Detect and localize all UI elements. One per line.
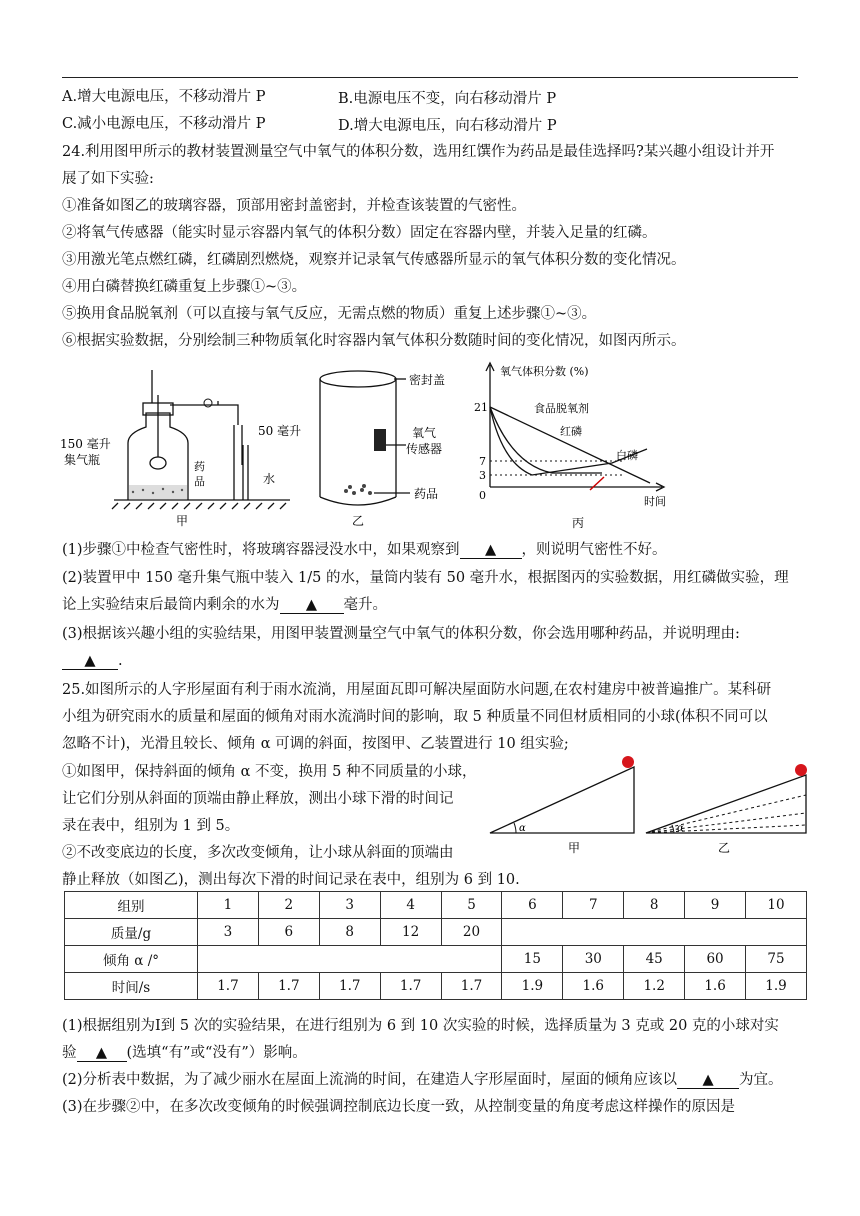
table-cell: 1.7 [319,973,380,1000]
table-row-mass [65,919,807,946]
q24-step-2: ②将氧气传感器（能实时显示容器内氧气的体积分数）固定在容器内壁，并装入足量的红磷。 [62,225,657,241]
q24-question-2-line2 [62,595,387,615]
table-cell: 2 [258,892,319,919]
table-cell: 1.7 [380,973,441,1000]
q25-q2-text: (2)分析表中数据，为了减少丽水在屋面上流淌的时间，在建造人字形屋面时，屋面的倾角应该以 [62,1072,678,1088]
table-cell: 6 [502,892,563,919]
q25-step1-line3: 录在表中，组别为 1 到 5。 [62,818,240,834]
table-cell: 8 [319,919,380,946]
q25-q1-text: 验 [62,1045,77,1061]
q25-question-1-line2 [62,1043,307,1063]
yi-lid-label: 密封盖 [409,373,446,387]
yi-drug-label: 药品 [414,487,439,501]
bing-ytick-3: 3 [479,469,486,482]
table-cell-empty [502,919,807,946]
table-row-time [65,973,807,1000]
table-cell: 9 [685,892,746,919]
table-cell: 1.6 [563,973,624,1000]
table-row-group [65,892,807,919]
q24-intro-line2: 展了如下实验: [62,171,154,187]
bing-ytick-7: 7 [479,455,486,468]
q24-q2-text: 论上实验结束后最筒内剩余的水为 [62,597,280,613]
figure-bing-chart [472,355,682,535]
option-c: C.减小电源电压，不移动滑片 P [62,116,266,132]
table-cell: 75 [746,946,807,973]
table-cell: 5 [441,892,502,919]
bing-ytick-21: 21 [474,401,488,414]
jia-drug-label-2: 品 [194,475,205,488]
incline-jia-caption: 甲 [568,841,581,855]
q24-q1-text: (1)步骤①中检查气密性时，将玻璃容器浸没水中，如果观察到 [62,542,460,558]
row-label-mass: 质量/g [65,919,198,946]
q24-step-4: ④用白磷替换红磷重复上步骤①~③。 [62,279,307,295]
figure-jia-apparatus [58,365,308,535]
q24-question-3-line2 [62,651,123,671]
option-row-ab [62,87,265,107]
bing-caption: 丙 [572,516,585,530]
q24-question-3-line1: (3)根据该兴趣小组的实验结果，用图甲装置测量空气中氧气的体积分数，你会选用哪种药品，并说明理由: [62,626,740,642]
q25-step2-line1: ②不改变底边的长度，多次改变倾角，让小球从斜面的顶端由 [62,845,454,861]
bing-xlabel: 时间 [644,495,666,508]
q25-question-3: (3)在步骤②中，在多次改变倾角的时候强调控制底边长度一致，从控制变量的角度考虑这样操作的原因是 [62,1099,736,1115]
jia-cylinder-label: 50 毫升 [258,424,302,438]
bing-series-white-phosphorus: 白磷 [616,449,638,462]
q25-question-2 [62,1070,783,1090]
q24-step-6: ⑥根据实验数据，分别绘制三种物质氧化时容器内氧气体积分数随时间的变化情况，如图丙所示。 [62,333,686,349]
table-row-angle [65,946,807,973]
q24-q1-text-end: ，则说明气密性不好。 [521,542,667,558]
row-label-time: 时间/s [65,973,198,1000]
jia-drug-label-1: 药 [194,460,205,473]
figure-incline-yi [644,755,814,855]
yi-alpha-label: α [677,823,684,834]
option-row-cd [62,114,266,134]
table-cell: 1.6 [685,973,746,1000]
jia-water-label: 水 [263,472,276,486]
table-cell: 1 [198,892,259,919]
table-cell: 4 [380,892,441,919]
q25-q1-text-end: (选填“有”或“没有”）影响。 [126,1045,307,1061]
table-cell: 6 [258,919,319,946]
table-cell: 60 [685,946,746,973]
top-rule [62,77,798,78]
q25-step1-line1: ①如图甲，保持斜面的倾角 α 不变，换用 5 种不同质量的小球， [62,764,477,780]
q24-q3-end: . [118,653,123,669]
option-a: A.增大电源电压，不移动滑片 P [62,89,266,105]
table-cell: 15 [502,946,563,973]
table-cell: 30 [563,946,624,973]
option-d: D.增大电源电压，向右移动滑片 P [338,118,557,134]
table-cell: 1.9 [746,973,807,1000]
table-cell: 1.7 [198,973,259,1000]
answer-blank-q24-3[interactable]: ▲ [62,653,118,670]
q25-q2-text-end: 为宜。 [739,1072,783,1088]
table-cell: 1.7 [441,973,502,1000]
row-label-group: 组别 [65,892,198,919]
q24-step-1: ①准备如图乙的玻璃容器，顶部用密封盖密封，并检查该装置的气密性。 [62,198,526,214]
answer-blank-q24-2[interactable]: ▲ [280,597,344,614]
jia-bottle-label-2: 集气瓶 [64,453,101,467]
bing-ytick-0: 0 [479,489,486,502]
jia-caption: 甲 [176,514,189,528]
table-cell: 20 [441,919,502,946]
q25-step2-line2: 静止释放（如图乙)，测出每次下滑的时间记录在表中，组别为 6 到 10. [62,872,520,888]
answer-blank-q25-2[interactable]: ▲ [677,1072,739,1089]
figure-incline-jia [488,755,648,855]
experiment-table [64,891,807,1000]
q24-step-5: ⑤换用食品脱氧剂（可以直接与氧气反应，无需点燃的物质）重复上述步骤①~③。 [62,306,597,322]
figure-yi-container [314,365,464,535]
yi-sensor-label-1: 氧气 [412,426,437,440]
jia-alpha-label: α [519,823,526,834]
q24-question-2-line1: (2)装置甲中 150 毫升集气瓶中装入 1/5 的水，量筒内装有 50 毫升水，根据图丙的实验数据，用红磷做实验，理 [62,570,789,586]
bing-ylabel: 氧气体积分数 (%) [500,365,589,378]
row-label-angle: 倾角 α /° [65,946,198,973]
yi-sensor-label-2: 传感器 [406,442,443,456]
table-cell: 8 [624,892,685,919]
table-cell: 10 [746,892,807,919]
incline-yi-caption: 乙 [718,841,731,855]
table-cell: 12 [380,919,441,946]
answer-blank-q25-1[interactable]: ▲ [77,1045,127,1062]
bing-series-deoxidizer: 食品脱氧剂 [534,402,589,415]
q25-question-1-line1: (1)根据组别为Ⅰ到 5 次的实验结果，在进行组别为 6 到 10 次实验的时候，选择质量为 3 克或 20 克的小球对实 [62,1018,779,1034]
q24-intro-line1: 24.利用图甲所示的教材装置测量空气中氧气的体积分数，选用红馔作为药品是最佳选择吗?某兴趣小组设计并开 [62,144,775,160]
bing-series-red-phosphorus: 红磷 [560,425,582,438]
jia-bottle-label-1: 150 毫升 [60,437,111,451]
answer-blank-q24-1[interactable]: ▲ [460,542,522,559]
yi-caption: 乙 [352,514,365,528]
option-b: B.电源电压不变，向右移动滑片 P [338,91,557,107]
table-cell: 45 [624,946,685,973]
table-cell: 1.7 [258,973,319,1000]
table-cell: 7 [563,892,624,919]
q25-step1-line2: 让它们分别从斜面的顶端由静止释放，测出小球下滑的时间记 [62,791,454,807]
q25-intro-line2: 小组为研究雨水的质量和屋面的倾角对雨水流淌时间的影响，取 5 种质量不同但材质相同的小球(体积不同可以 [62,709,768,725]
table-cell: 1.2 [624,973,685,1000]
q25-intro-line1: 25.如图所示的人字形屋面有利于雨水流淌，用屋面瓦即可解决屋面防水问题,在农村建房中被普遍推广。某科研 [62,682,772,698]
q24-question-1 [62,540,667,560]
table-cell: 1.9 [502,973,563,1000]
table-cell: 3 [198,919,259,946]
q24-step-3: ③用激光笔点燃红磷，红磷剧烈燃烧，观察并记录氧气传感器所显示的氧气体积分数的变化情况。 [62,252,686,268]
table-cell-empty [198,946,502,973]
q24-q2-text-end: 毫升。 [343,597,387,613]
q25-intro-line3: 忽略不计)，光滑且较长、倾角 α 可调的斜面，按图甲、乙装置进行 10 组实验; [62,736,569,752]
table-cell: 3 [319,892,380,919]
